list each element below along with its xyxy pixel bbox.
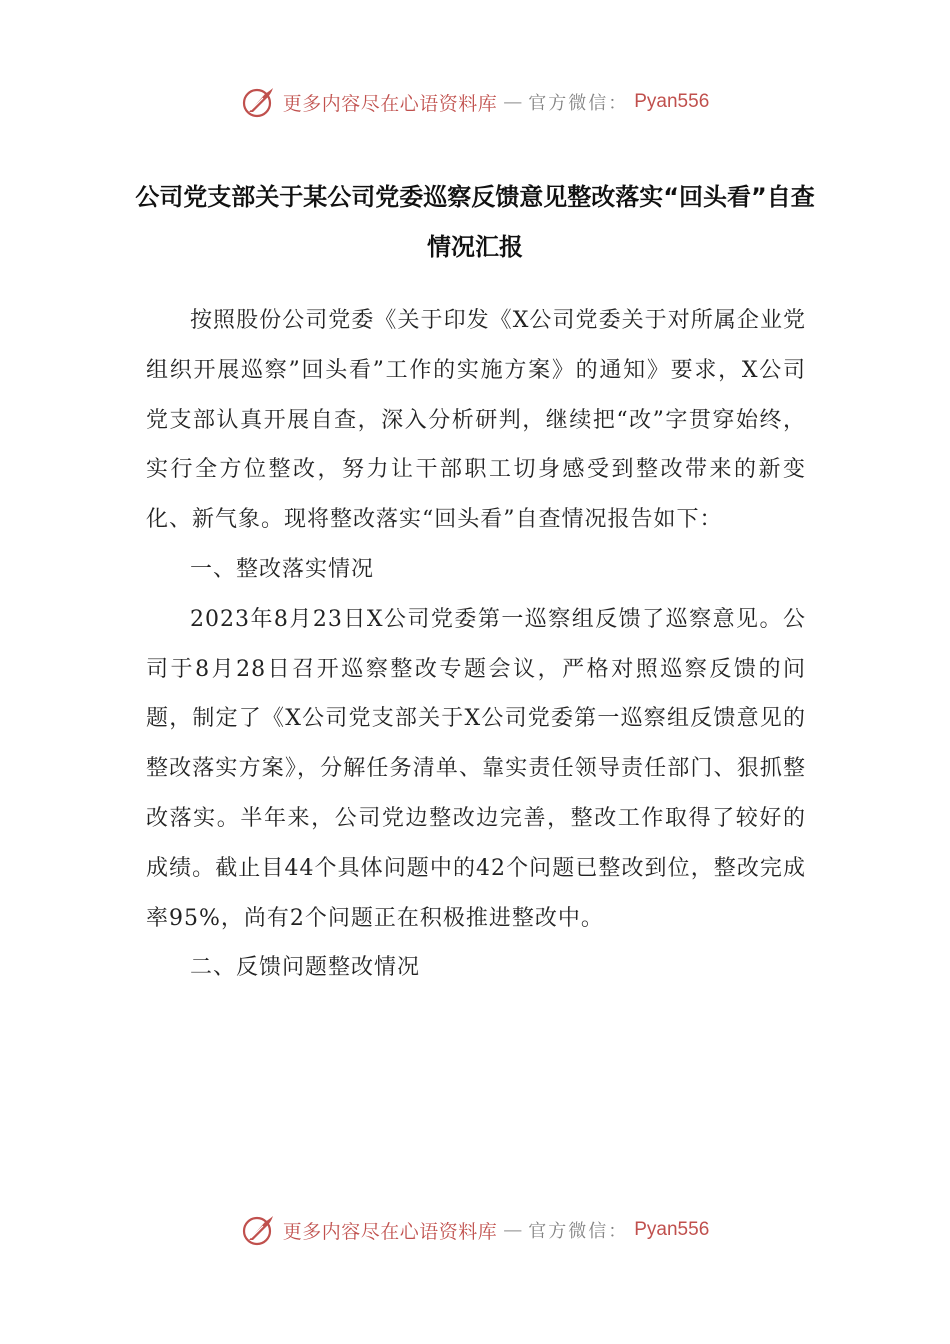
wechat-id: Pyan556 (634, 91, 710, 112)
separator-dash: — (503, 1219, 523, 1241)
quill-pen-circle-icon (241, 84, 277, 120)
header-watermark-banner (0, 82, 950, 122)
wechat-label: 官方微信： (528, 1221, 629, 1242)
section-heading-1: 一、整改落实情况 (190, 556, 375, 582)
brand-text: 更多内容尽在心语资料库 (282, 1220, 498, 1243)
footer-watermark-banner (0, 1210, 950, 1250)
wechat-id: Pyan556 (634, 1219, 710, 1240)
document-body (146, 296, 806, 993)
wechat-label: 官方微信： (528, 93, 629, 114)
paragraph-intro: 按照股份公司党委《关于印发《X公司党委关于对所属企业党组织开展巡察”回头看”工作的实施方案》的通知》要求，X公司党支部认真开展自查，深入分析研判，继续把“改”字贯穿始终，实行全方位整改，努力让干部职工切身感受到整改带来的新变化、新气象。现将整改落实“回头看”自查情况报告如下： (146, 308, 806, 533)
document-title: 公司党支部关于某公司党委巡察反馈意见整改落实“回头看”自查情况汇报 (135, 183, 815, 261)
paragraph-section-1: 2023年8月23日X公司党委第一巡察组反馈了巡察意见。公司于8月28日召开巡察整改专题会议，严格对照巡察反馈的问题，制定了《X公司党支部关于X公司党委第一巡察组反馈意见的整改落实方案》，分解任务清单、靠实责任领导责任部门、狠抓整改落实。半年来，公司党边整改边完善，整改工作取得了较好的成绩。截止目44个具体问题中的42个问题已整改到位，整改完成率95%，尚有2个问题正在积极推进整改中。 (146, 606, 806, 931)
separator-dash: — (503, 91, 523, 113)
quill-pen-circle-icon (241, 1212, 277, 1248)
brand-text: 更多内容尽在心语资料库 (282, 92, 498, 115)
section-heading-2: 二、反馈问题整改情况 (190, 955, 421, 981)
